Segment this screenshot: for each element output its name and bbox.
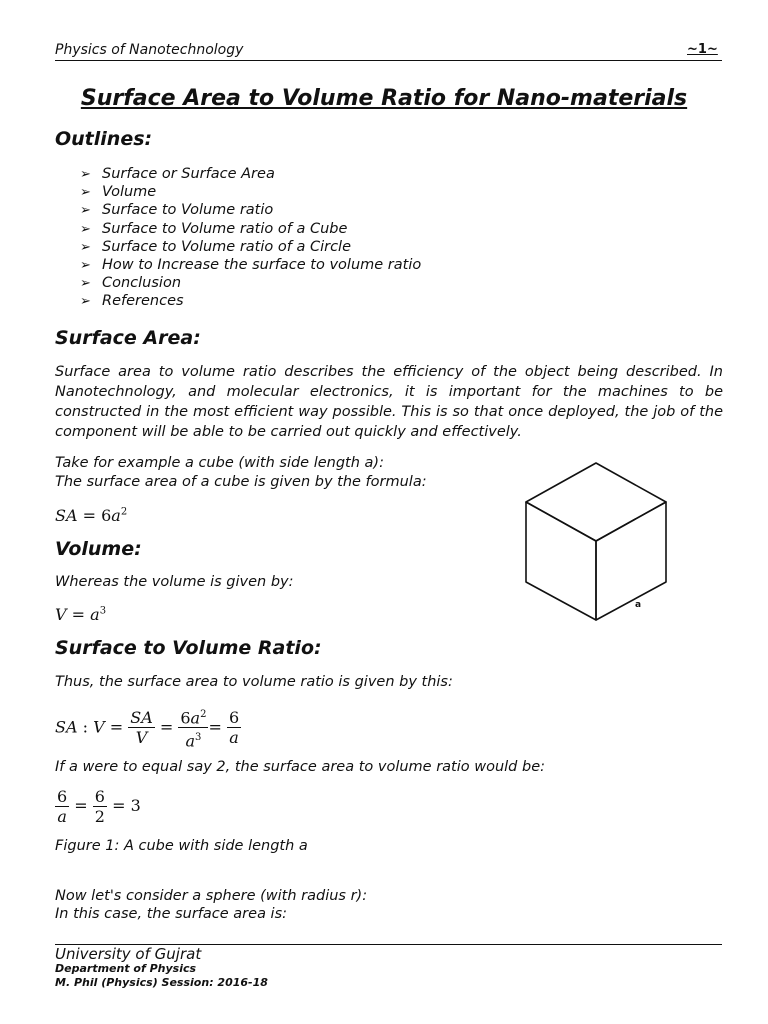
list-item: ➢ Surface to Volume ratio of a Cube: [80, 220, 421, 238]
list-item: ➢ Surface to Volume ratio: [80, 201, 421, 219]
fraction: $\frac{6}{a}$: [228, 708, 240, 748]
list-item: ➢ Conclusion: [80, 274, 421, 292]
ratio-example-formula: $\frac{6}{a}$ = $\frac{6}{2}$ = 3: [57, 787, 141, 826]
list-item: ➢ References: [80, 292, 421, 310]
surface-area-heading: Surface Area:: [55, 327, 201, 349]
volume-formula: $V = a^3$: [55, 605, 107, 624]
figure-caption: Figure 1: A cube with side length a: [55, 838, 308, 854]
running-header-title: Physics of Nanotechnology: [55, 42, 244, 58]
fraction: $\frac{6a^2}{a^3}$: [178, 705, 208, 751]
cube-left-face: [526, 502, 596, 620]
cube-top-face: [526, 463, 666, 541]
fraction: $\frac{6}{a}$: [57, 787, 68, 826]
header-rule: [55, 60, 722, 61]
cube-figure: [520, 458, 680, 628]
sphere-surface-line: In this case, the surface area is:: [55, 906, 288, 922]
document-title: Surface Area to Volume Ratio for Nano-materials: [80, 86, 688, 111]
page-number: ~1~: [687, 42, 718, 57]
arrow-bullet-icon: ➢: [80, 221, 91, 237]
list-item: ➢ Volume: [80, 183, 421, 201]
ratio-formula: SA : V = $\frac{SA}{V}$ = $\frac{6a^2}{a^3}$ = $\frac{6}{a}$: [55, 705, 241, 751]
arrow-bullet-icon: ➢: [80, 167, 91, 182]
arrow-bullet-icon: ➢: [80, 185, 91, 201]
volume-intro: Whereas the volume is given by:: [55, 574, 294, 590]
footer-department: Department of Physics: [55, 962, 197, 975]
list-item: ➢ How to Increase the surface to volume ratio: [80, 256, 421, 274]
cube-right-face: [596, 502, 666, 620]
outlines-heading: Outlines:: [55, 128, 153, 150]
surface-area-formula: SA = $6a^2$: [55, 506, 128, 525]
ratio-example-line: If a were to equal say 2, the surface area to volume ratio would be:: [55, 759, 546, 775]
footer-session: M. Phil (Physics) Session: 2016-18: [55, 976, 268, 989]
sphere-intro: Now let's consider a sphere (with radius r):: [55, 888, 368, 904]
list-item: ➢ Surface to Volume ratio of a Circle: [80, 238, 421, 256]
volume-heading: Volume:: [55, 538, 142, 560]
cube-example-line: Take for example a cube (with side length a):: [55, 455, 384, 471]
fraction: $\frac{SA}{V}$: [130, 708, 153, 748]
outline-list: [80, 165, 421, 311]
cube-side-label: a: [635, 600, 642, 610]
surface-area-paragraph: Surface area to volume ratio describes the efficiency of the object being described. In Nanotechnology, and molecular electronics, it is important for the machines to be constructed in the most efficient way possible. This is so that once deployed, the job of the component will be able to be carried out quickly and effectively.: [55, 364, 723, 440]
ratio-heading: Surface to Volume Ratio:: [55, 637, 322, 659]
arrow-bullet-icon: ➢: [80, 239, 91, 255]
arrow-bullet-icon: ➢: [80, 257, 91, 273]
fraction: $\frac{6}{2}$: [94, 787, 105, 826]
arrow-bullet-icon: ➢: [80, 276, 91, 292]
cube-formula-intro: The surface area of a cube is given by the formula:: [55, 474, 427, 490]
footer-university: University of Gujrat: [55, 945, 202, 963]
arrow-bullet-icon: ➢: [80, 294, 91, 310]
ratio-intro: Thus, the surface area to volume ratio is given by this:: [55, 674, 453, 690]
arrow-bullet-icon: ➢: [80, 203, 91, 219]
list-item: ➢ Surface or Surface Area: [80, 165, 421, 183]
